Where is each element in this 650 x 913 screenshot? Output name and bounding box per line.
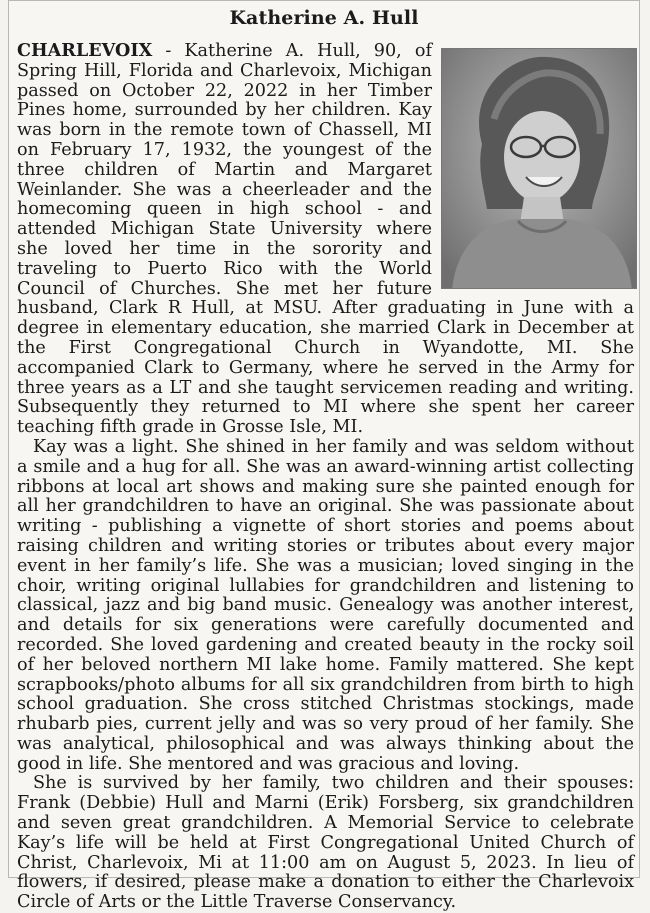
paragraph-2: Kay was a light. She shined in her family and was seldom without a smile and a hug for all. She was an award-winning artist collecting ribbons at local art shows and making sure she painted enough for all her grandchildren to have an original. She was passionate about writing - publishing a vignette of short stories and poems about raising children and writing stories or tributes about every major event in her family’s life. She was a musician; loved singing in the choir, writing original lullabies for grandchildren and listening to classical, jazz and big band music. Genealogy was another interest, and details for six generations were carefully documented and recorded. She loved gardening and created beauty in the rocky soil of her beloved northern MI lake home. Family mattered. She kept scrapbooks/photo albums for all six grandchildren from birth to high school graduation. She cross stitched Christmas stockings, made rhubarb pies, current jelly and was so very proud of her family. She was analytical, philosophical and was always thinking about the good in life. She mentored and was gracious and loving.: [17, 436, 634, 774]
paragraph-1-text: Katherine A. Hull, 90, of Spring Hill, Florida and Charlevoix, Michigan passed on October 22, 2022 in her Timber Pines home, surrounded by her children. Kay was born in the remote town of Chassell, MI on February 17, 1932, the youngest of the three children of Martin and Margaret Weinlander. She was a cheerleader and the homecoming queen in high school - and attended Michigan State University where she loved her time in the sorority and traveling to Puerto Rico with the World Council of Churches. She met her future husband, Clark R Hull, at MSU. After graduating in June with a degree in elementary education, she married Clark in December at the First Congregational Church in Wyandotte, MI. She accompanied Clark to Germany, where he served in the Army for three years as a LT and she taught servicemen reading and writing. Subsequently they returned to MI where she spent her career teaching fifth grade in Grosse Isle, MI.: [17, 41, 634, 438]
dateline: CHARLEVOIX: [17, 40, 153, 61]
obituary-headline: Katherine A. Hull: [229, 7, 419, 29]
dateline-separator: -: [152, 41, 185, 61]
obituary-clipping: [8, 0, 640, 913]
portrait-photo-graphic: [442, 49, 637, 289]
portrait-photo: [441, 48, 637, 289]
paragraph-3: She is survived by her family, two children and their spouses: Frank (Debbie) Hull and Marni (Erik) Forsberg, six grandchildren and seven great grandchildren. A Memorial Service to celebrate Kay’s life will be held at First Congregational United Church of Christ, Charlevoix, Mi at 11:00 am on August 5, 2023. In lieu of flowers, if desired, please make a donation to either the Charlevoix Circle of Arts or the Little Traverse Conservancy.: [17, 773, 634, 913]
